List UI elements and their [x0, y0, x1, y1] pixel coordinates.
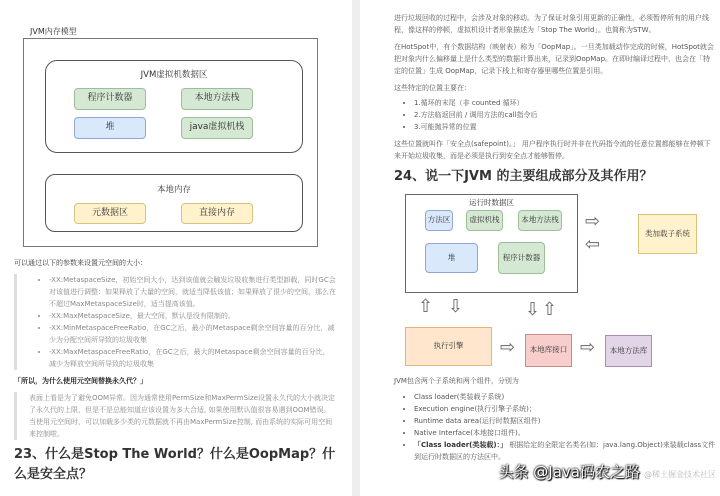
heading-23: 23、什么是Stop The World？什么是OopMap？什么是安全点？	[14, 447, 336, 482]
page-separator	[352, 0, 360, 496]
why-question: 「所以，为什么使用元空间替换永久代？」	[14, 377, 147, 385]
native-stack-box: 本地方法栈	[181, 88, 253, 110]
positions-intro: 这些特定的位置主要在：	[394, 84, 471, 92]
heading-24: 24、说一下JVM 的主要组成部分及其作用？	[394, 169, 653, 184]
components-intro: JVM包含两个子系统和两个组件，分别为	[394, 377, 519, 385]
pc-box: 程序计数器	[498, 242, 545, 274]
right-text-column	[394, 12, 716, 484]
diagram-title: JVM内存模型	[30, 27, 77, 36]
position-item: • 3.可能抛异常的位置	[414, 121, 716, 133]
runtime-label: 运行时数据区	[469, 198, 514, 207]
component-item: • Runtime data area(运行时数据区组件)	[414, 415, 716, 427]
heap-box: 堆	[74, 117, 146, 139]
vm-stack-box: 虚拟机栈	[466, 210, 503, 231]
heap-box: 堆	[425, 243, 478, 273]
param-item: • -XX:MaxMetaspaceFreeRatio，在GC之后，最大的Metaspace剩余空间容量的百分比，减少为释放空间所导致的垃圾收集	[49, 346, 336, 370]
component-item: • Class loader(类装载子系统)	[414, 391, 716, 403]
component-item: • Native Interface(本地接口组件)。	[414, 427, 716, 439]
watermark: 头条 @Java码农之路	[498, 463, 640, 481]
component-item: • Execution engine(执行引擎子系统)；	[414, 403, 716, 415]
arrow-up-icon: ⇧	[418, 296, 434, 317]
jvm-components-diagram	[394, 191, 716, 371]
native-interface-box: 本地库接口	[525, 334, 572, 367]
class-loader-box: 类加载子系统	[638, 214, 697, 254]
class-loader-item	[414, 439, 716, 463]
components-list	[394, 391, 716, 463]
param-item: • -XX:MinMetaspaceFreeRatio，在GC之后，最小的Metaspace剩余空间容量的百分比，减少为分配空间所导致的垃圾收集	[49, 322, 336, 346]
param-item: • -XX:MetaspaceSize，初始空间大小，达到该值就会触发垃圾收集进行类型卸载，同时GC会对该值进行调整：如果释放了大量的空间，就适当降低该值；如果释放了很少的空间，那么在不超过MaxMetaspaceSize时，适当提高该值。	[49, 274, 336, 310]
intro-text: 可以通过以下的参数来设置元空间的大小：	[14, 259, 147, 267]
position-item: • 2.方法临返回前 / 调用方法的call指令后	[414, 109, 716, 121]
arrow-left-icon: ⇦	[585, 234, 601, 255]
arrow-down-icon: ⇩	[448, 296, 464, 317]
direct-memory-box: 直接内存	[181, 203, 253, 224]
metadata-box: 元数据区	[74, 203, 146, 224]
data-area-label: JVM虚拟机数据区	[140, 70, 208, 80]
arrow-down-icon: ⇩	[525, 299, 541, 320]
arrow-up-icon: ⇧	[542, 299, 558, 320]
class-loader-bold: 「Class loader(类装载)：」	[414, 441, 508, 449]
native-library-box: 本地方法库	[605, 335, 652, 367]
pc-box: 程序计数器	[74, 88, 146, 110]
watermark-secondary: @稀土掘金技术社区	[644, 470, 716, 479]
arrow-right-icon: ⇨	[580, 337, 596, 358]
exec-engine-box: 执行引擎	[405, 327, 492, 366]
param-item: • -XX:MaxMetaspaceSize，最大空间，默认是没有限制的。	[49, 310, 336, 322]
oopmap-paragraph: 在HotSpot中，有个数据结构（映射表）称为「OopMap」。一旦类加载动作完成的时候，HotSpot就会把对象内什么偏移量上是什么类型的数据计算出来，记录到OopMap。在即时编译过程中，也会在「特定的位置」生成 OopMap，记录下栈上和寄存器里哪些位置是引用。	[394, 43, 714, 75]
stw-paragraph: 进行垃圾回收的过程中，会涉及对象的移动。为了保证对象引用更新的正确性，必须暂停所有的用户线程，像这样的停顿，虚拟机设计者形象描述为「Stop The World」。也简称为STW。	[394, 14, 709, 34]
why-answer: 表面上看是为了避免OOM异常。因为通常使用PermSize和MaxPermSize设置永久代的大小就决定了永久代的上限，但是不是总能知道应该设置为多大合适, 如果使用默认值很容易遇到OOM错误。当使用元空间时，可以加载多少类的元数据就不再由MaxPermSize控制, 而由系统的实际可用空间来控制啦。	[14, 392, 336, 440]
left-text-column	[14, 257, 336, 490]
right-page	[360, 0, 720, 496]
safepoint-paragraph: 这些位置就叫作「安全点(safepoint)。」 用户程序执行时并非在代码指令流的任意位置都能够在停顿下来开始垃圾收集，而是必须是执行到安全点才能够暂停。	[394, 140, 711, 160]
position-item: • 1.循环的末尾（非 counted 循环）	[414, 97, 716, 109]
params-quote	[14, 274, 336, 370]
arrow-right-icon: ⇨	[500, 337, 516, 358]
left-page	[0, 0, 352, 496]
watermark-row	[394, 463, 716, 484]
positions-list	[394, 97, 716, 133]
java-stack-box: java虚拟机栈	[181, 117, 253, 139]
method-area-box: 方法区	[425, 210, 453, 231]
class-loader-text: 根据给定的全限定名类名(如：java.lang.Object)来装载class文件到运行时数据区的方法区中。	[414, 441, 716, 461]
arrow-right-icon: ⇨	[585, 211, 601, 232]
native-memory-label: 本地内存	[156, 185, 191, 195]
native-stack-box: 本地方法栈	[518, 210, 562, 231]
